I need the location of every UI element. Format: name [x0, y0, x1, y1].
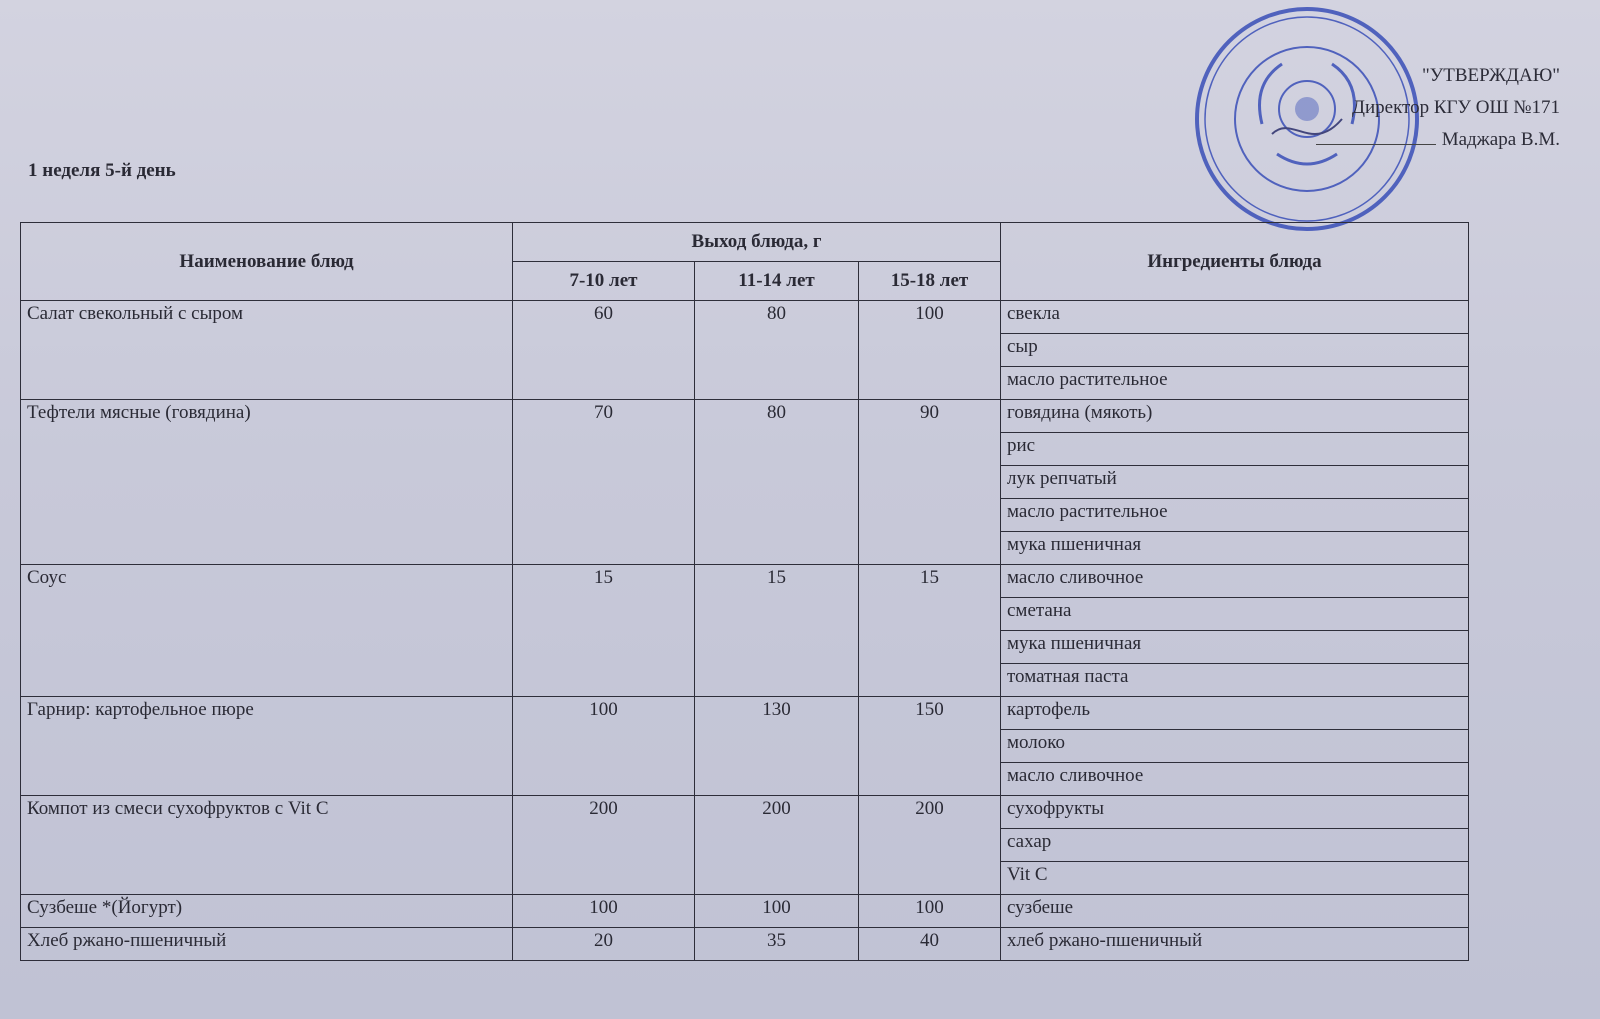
approval-signature — [1260, 124, 1560, 156]
yield-7-10: 100 — [513, 697, 695, 796]
dish-name: Хлеб ржано-пшеничный — [21, 928, 513, 961]
ingredient: сузбеше — [1001, 895, 1469, 928]
ingredient: томатная паста — [1001, 664, 1469, 697]
ingredient: лук репчатый — [1001, 466, 1469, 499]
header-ingredients: Ингредиенты блюда — [1001, 223, 1469, 301]
yield-11-14: 100 — [695, 895, 859, 928]
yield-7-10: 100 — [513, 895, 695, 928]
dish-name: Тефтели мясные (говядина) — [21, 400, 513, 565]
ingredient: Vit C — [1001, 862, 1469, 895]
yield-15-18: 100 — [859, 895, 1001, 928]
approval-heading: "УТВЕРЖДАЮ" — [1422, 65, 1560, 86]
yield-11-14: 200 — [695, 796, 859, 895]
approval-block — [1260, 60, 1560, 156]
ingredient: свекла — [1001, 301, 1469, 334]
yield-15-18: 40 — [859, 928, 1001, 961]
yield-15-18: 150 — [859, 697, 1001, 796]
header-dish-name: Наименование блюд — [21, 223, 513, 301]
yield-11-14: 35 — [695, 928, 859, 961]
ingredient: молоко — [1001, 730, 1469, 763]
ingredient: хлеб ржано-пшеничный — [1001, 928, 1469, 961]
approval-director-name: Маджара В.М. — [1441, 129, 1560, 150]
header-age-7-10: 7-10 лет — [513, 262, 695, 301]
dish-name: Компот из смеси сухофруктов с Vit C — [21, 796, 513, 895]
yield-7-10: 200 — [513, 796, 695, 895]
yield-15-18: 15 — [859, 565, 1001, 697]
yield-11-14: 80 — [695, 400, 859, 565]
table-row — [21, 565, 1469, 598]
ingredient: мука пшеничная — [1001, 532, 1469, 565]
yield-7-10: 15 — [513, 565, 695, 697]
ingredient: мука пшеничная — [1001, 631, 1469, 664]
ingredient: масло сливочное — [1001, 763, 1469, 796]
yield-11-14: 15 — [695, 565, 859, 697]
signature-line — [1316, 144, 1436, 145]
ingredient: масло сливочное — [1001, 565, 1469, 598]
yield-11-14: 80 — [695, 301, 859, 400]
table-row — [21, 697, 1469, 730]
approval-position: Директор КГУ ОШ №171 — [1352, 97, 1560, 118]
table-row — [21, 928, 1469, 961]
dish-name: Соус — [21, 565, 513, 697]
header-yield: Выход блюда, г — [513, 223, 1001, 262]
header-age-15-18: 15-18 лет — [859, 262, 1001, 301]
ingredient: сухофрукты — [1001, 796, 1469, 829]
ingredient: масло растительное — [1001, 367, 1469, 400]
ingredient: картофель — [1001, 697, 1469, 730]
yield-7-10: 20 — [513, 928, 695, 961]
menu-table — [20, 222, 1469, 961]
table-row — [21, 301, 1469, 334]
yield-15-18: 100 — [859, 301, 1001, 400]
ingredient: рис — [1001, 433, 1469, 466]
ingredient: сыр — [1001, 334, 1469, 367]
header-age-11-14: 11-14 лет — [695, 262, 859, 301]
ingredient: масло растительное — [1001, 499, 1469, 532]
yield-15-18: 90 — [859, 400, 1001, 565]
ingredient: говядина (мякоть) — [1001, 400, 1469, 433]
yield-15-18: 200 — [859, 796, 1001, 895]
day-title: 1 неделя 5-й день — [28, 160, 176, 181]
dish-name: Салат свекольный с сыром — [21, 301, 513, 400]
dish-name: Гарнир: картофельное пюре — [21, 697, 513, 796]
table-row — [21, 895, 1469, 928]
yield-7-10: 70 — [513, 400, 695, 565]
yield-7-10: 60 — [513, 301, 695, 400]
ingredient: сахар — [1001, 829, 1469, 862]
dish-name: Сузбеше *(Йогурт) — [21, 895, 513, 928]
menu-body — [21, 301, 1469, 961]
ingredient: сметана — [1001, 598, 1469, 631]
yield-11-14: 130 — [695, 697, 859, 796]
table-row — [21, 400, 1469, 433]
table-row — [21, 796, 1469, 829]
